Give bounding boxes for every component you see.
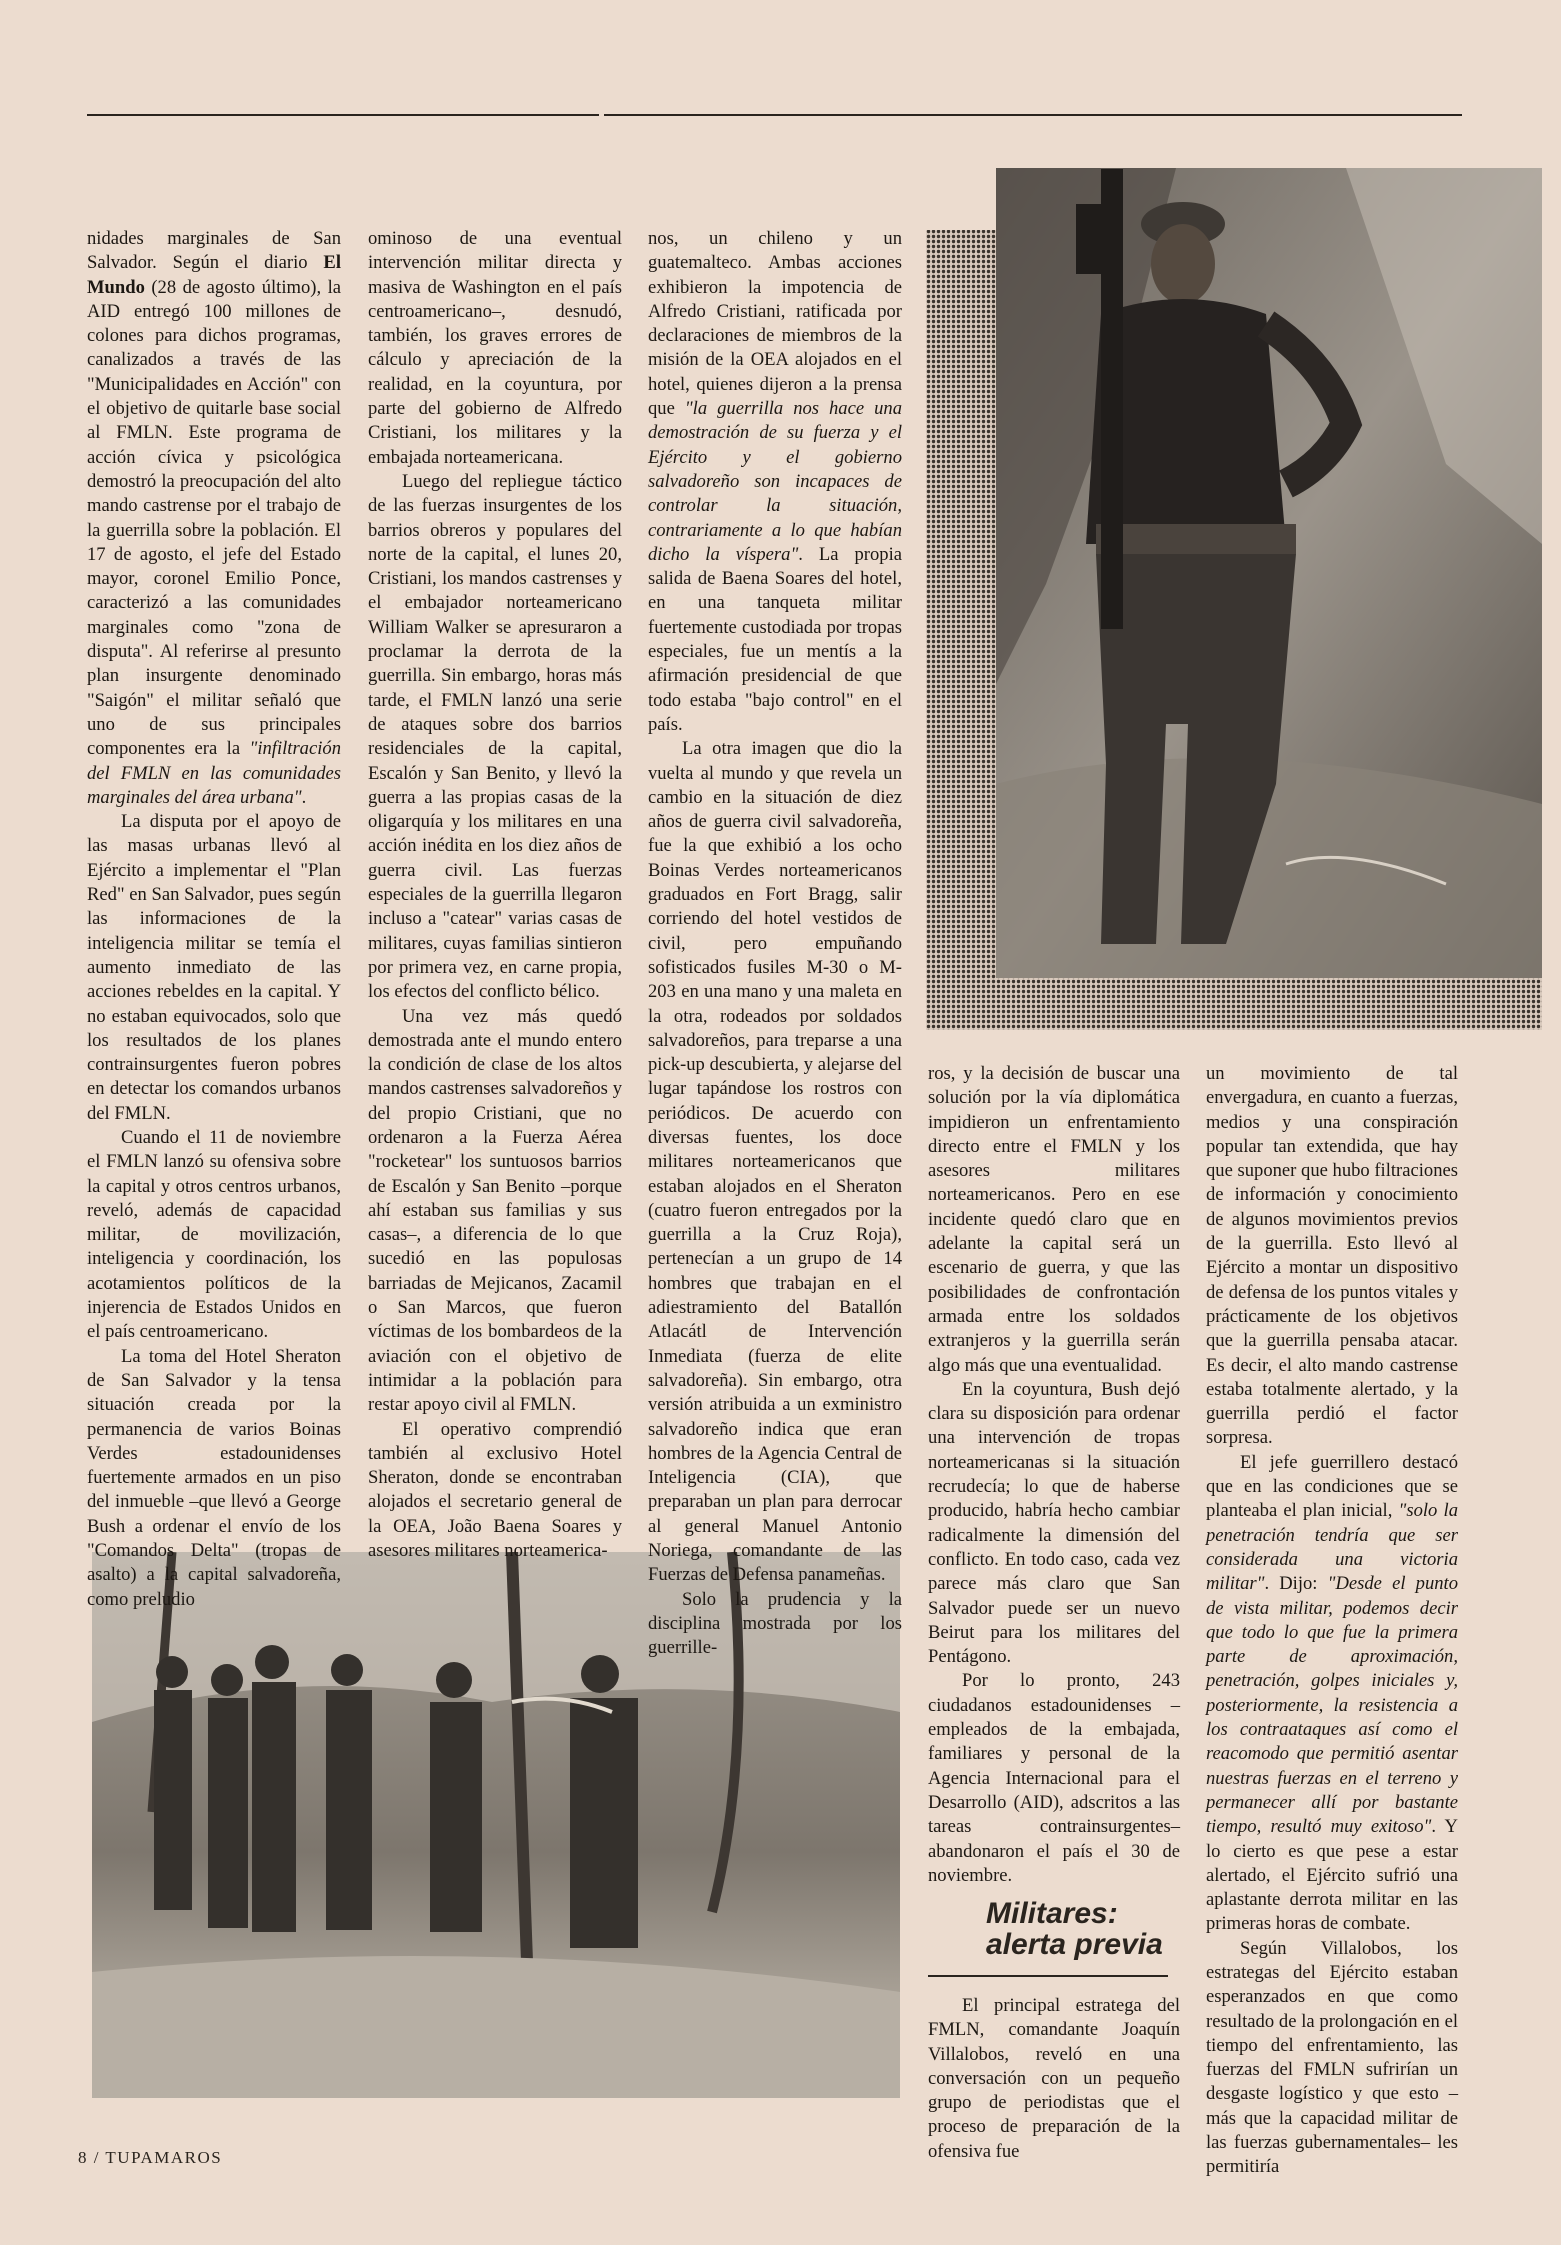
column-paragraphs bbox=[648, 227, 902, 1661]
article-column-1 bbox=[87, 227, 341, 1612]
paragraph: Cuando el 11 de noviembre el FMLN lanzó su ofensiva sobre la capital y otros centros urbanos, reveló, además de capacidad militar, de movilización, inteligencia y coordinación, los acotamientos políticos de la injerencia de Estados Unidos en el país centroamericano. bbox=[87, 1126, 341, 1343]
paragraph: ros, y la decisión de buscar una solución por la vía diplomática impidieron un enfrentamiento directo entre el FMLN y los asesores militares norteamericanos. Pero en ese incidente quedó claro que en adelante la capital será un escenario de guerra, y que las posibilidades de confrontación armada entre los soldados extranjeros y la guerrilla serán algo más que una eventualidad. bbox=[928, 1063, 1180, 1376]
paragraph: La disputa por el apoyo de las masas urbanas llevó al Ejército a implementar el "Plan Red" en San Salvador, pues según las informaciones de la inteligencia militar se temía el aumento inmediato de las acciones rebeldes en la capital. Y no estaban equivocados, solo que los resultados de los planes contrainsurgentes fueron pobres en detectar los comandos urbanos del FMLN. bbox=[87, 811, 341, 1124]
paragraph: Por lo pronto, 243 ciudadanos estadounidenses –empleados de la embajada, familiares y personal de la Agencia Internacional para el Desarrollo (AID), adscritos a las tareas contrainsurgentes– abandonaron el país el 30 de noviembre. bbox=[928, 1670, 1180, 1886]
paragraph: En la coyuntura, Bush dejó clara su disposición para ordenar una intervención de tropas norteamericanas si la situación recrudecía; lo que de haberse producido, habría hecho cambiar radicalmente la dimensión del conflicto. En todo caso, cada vez parece más claro que San Salvador puede ser un nuevo Beirut para los militares del Pentágono. bbox=[928, 1378, 1180, 1668]
article-column-5 bbox=[1206, 1062, 1458, 2180]
page-folio: 8 / TUPAMAROS bbox=[78, 2148, 223, 2167]
column-paragraphs bbox=[368, 227, 622, 1563]
top-rule-right bbox=[604, 114, 1462, 116]
paragraph: ominoso de una eventual intervención militar directa y masiva de Washington en el país centroamericano–, desnudó, también, los graves errores de cálculo y apreciación de la realidad, en la coyuntura, por parte del gobierno de Alfredo Cristiani, los militares y la embajada norteamericana. bbox=[368, 228, 622, 468]
paragraph: Una vez más quedó demostrada ante el mundo entero la condición de clase de los altos mandos castrenses salvadoreños y del propio Cristiani, que no ordenaron a la Fuerza Aérea "rocketear" los suntuosos barrios de Escalón y San Benito –porque ahí estaban sus familias y sus casas–, a diferencia de lo que sucedió en las populosas barriadas de Mejicanos, Zacamil o San Marcos, que fueron víctimas de los bombardeos de la aviación con el objetivo de intimidar a la población para restar apoyo civil al FMLN. bbox=[368, 1005, 622, 1416]
paragraph: El operativo comprendió también al exclusivo Hotel Sheraton, donde se encontraban alojados el secretario general de la OEA, João Baena Soares y asesores militares norteamerica- bbox=[368, 1418, 622, 1562]
subheading-line-2: alerta previa bbox=[986, 1928, 1163, 1961]
column-paragraphs bbox=[1206, 1062, 1458, 2180]
paragraph: nidades marginales de San Salvador. Según el diario El Mundo (28 de agosto último), la AID entregó 100 millones de colones para dichos programas, canalizados a través de las "Municipalidades en Acción" con el objetivo de quitarle base social al FMLN. Este programa de acción cívica y psicológica demostró la preocupación del alto mando castrense por el trabajo de la guerrilla sobre la población. El 17 de agosto, el jefe del Estado mayor, coronel Emilio Ponce, caracterizó a las comunidades marginales como "zona de disputa". Al referirse al presunto plan insurgente denominado "Saigón" el militar señaló que uno de sus principales componentes era la "infiltración del FMLN en las comunidades marginales del área urbana". bbox=[87, 228, 341, 808]
paragraph: El principal estratega del FMLN, comandante Joaquín Villalobos, reveló en una conversación con un pequeño grupo de periodistas que el proceso de preparación de la ofensiva fue bbox=[928, 1995, 1180, 2162]
paragraph: un movimiento de tal envergadura, en cuanto a fuerzas, medios y una conspiración popular tan extendida, que hay que suponer que hubo filtraciones de información y conocimiento de algunos movimientos previos de la guerrilla. Esto llevó al Ejército a montar un dispositivo de defensa de los puntos vitales y prácticamente de los objetivos que la guerrilla pensaba atacar. Es decir, el alto mando castrense estaba totalmente alertado, y la guerrilla perdió el factor sorpresa. bbox=[1206, 1063, 1458, 1449]
paragraph: Luego del repliegue táctico de las fuerzas insurgentes de los barrios obreros y populares del norte de la capital, el lunes 20, Cristiani, los mandos castrenses y el embajador norteamericano William Walker se apresuraron a proclamar la derrota de la guerrilla. Sin embargo, horas más tarde, el FMLN lanzó una serie de ataques sobre dos barrios residenciales de la capital, Escalón y San Benito, y llevó la guerra a las propias casas de la oligarquía y los militares en una acción inédita en los diez años de guerra civil. Las fuerzas especiales de la guerrilla llegaron incluso a "catear" varias casas de militares, cuyas familias sintieron por primera vez, en carne propia, los efectos del conflicto bélico. bbox=[368, 470, 622, 1003]
subheading-line-1: Militares: bbox=[986, 1897, 1118, 1930]
paragraph: nos, un chileno y un guatemalteco. Ambas acciones exhibieron la impotencia de Alfredo Cristiani, ratificada por declaraciones de miembros de la misión de la OEA alojados en el hotel, quienes dijeron a la prensa que "la guerrilla nos hace una demostración de su fuerza y el Ejército y el gobierno salvadoreño son incapaces de controlar la situación, contrariamente a lo que habían dicho la víspera". La propia salida de Baena Soares del hotel, en una tanqueta militar fuertemente custodiada por tropas especiales, fue un mentís a la afirmación presidencial de que todo estaba "bajo control" en el país. bbox=[648, 228, 902, 735]
column-paragraphs bbox=[87, 227, 341, 1612]
paragraph: Solo la prudencia y la disciplina mostrada por los guerrille- bbox=[648, 1588, 902, 1659]
paragraph: El jefe guerrillero destacó que en las condiciones que se planteaba el plan inicial, "solo la penetración tendría que ser considerada una victoria militar". Dijo: "Desde el punto de vista militar, podemos decir que todo lo que fue la primera parte de aproximación, penetración, golpes iniciales y, posteriormente, la resistencia a los contraataques así como el reacomodo que permitió asentar nuestras fuerzas en el terreno y permanecer allí por bastante tiempo, resultó muy exitoso". Y lo cierto es que pese a estar alertado, el Ejército sufrió una aplastante derrota militar en las primeras horas de combate. bbox=[1206, 1451, 1459, 1935]
section-subheading bbox=[986, 1898, 1186, 1960]
column-paragraphs bbox=[928, 1062, 1180, 1888]
paragraph: Según Villalobos, los estrategas del Ejército estaban esperanzados en que como resultado de la prolongación en el tiempo del enfrentamiento, las fuerzas del FMLN sufrirían un desgaste logístico y que esto –más que la capacidad militar de las fuerzas gubernamentales– les permitiría bbox=[1206, 1937, 1458, 2178]
paragraph: La otra imagen que dio la vuelta al mundo y que revela un cambio en la situación de diez años de guerra civil salvadoreña, fue la que exhibió a los ocho Boinas Verdes norteamericanos graduados en Fort Bragg, salir corriendo del hotel vestidos de civil, pero empuñando sofisticados fusiles M-30 o M-203 en una mano y una maleta en la otra, rodeados por soldados salvadoreños, para treparse a una pick-up descubierta, y alejarse del lugar tapándose los rostros con periódicos. De acuerdo con diversas fuentes, los doce militares norteamericanos que estaban alojados en el Sheraton (cuatro fueron entregados por la guerrilla a la Cruz Roja), pertenecían a un grupo de 14 hombres que trabajan en el adiestramiento del Batallón Atlacátl de Intervención Inmediata (fuerza de elite salvadoreña). Sin embargo, otra versión atribuida a un exministro salvadoreño indica que eran hombres de la Agencia Central de Inteligencia (CIA), que preparaban un plan para derrocar al general Manuel Antonio Noriega, comandante de las Fuerzas de Defensa panameñas. bbox=[648, 738, 902, 1586]
article-column-3 bbox=[648, 227, 902, 1661]
article-column-2 bbox=[368, 227, 622, 1563]
article-column-4 bbox=[928, 1062, 1180, 1888]
article-column-4b bbox=[928, 1994, 1180, 2164]
subheading-rule bbox=[928, 1975, 1168, 1977]
top-rule-left bbox=[87, 114, 599, 116]
photo-guerrilla-portrait bbox=[926, 164, 1542, 1030]
column-paragraphs bbox=[928, 1994, 1180, 2164]
paragraph: La toma del Hotel Sheraton de San Salvador y la tensa situación creada por la permanencia de varios Boinas Verdes estadounidenses fuertemente armados en un piso del inmueble –que llevó a George Bush a ordenar el envío de los "Comandos Delta" (tropas de asalto) a la capital salvadoreña, como preludio bbox=[87, 1345, 341, 1610]
